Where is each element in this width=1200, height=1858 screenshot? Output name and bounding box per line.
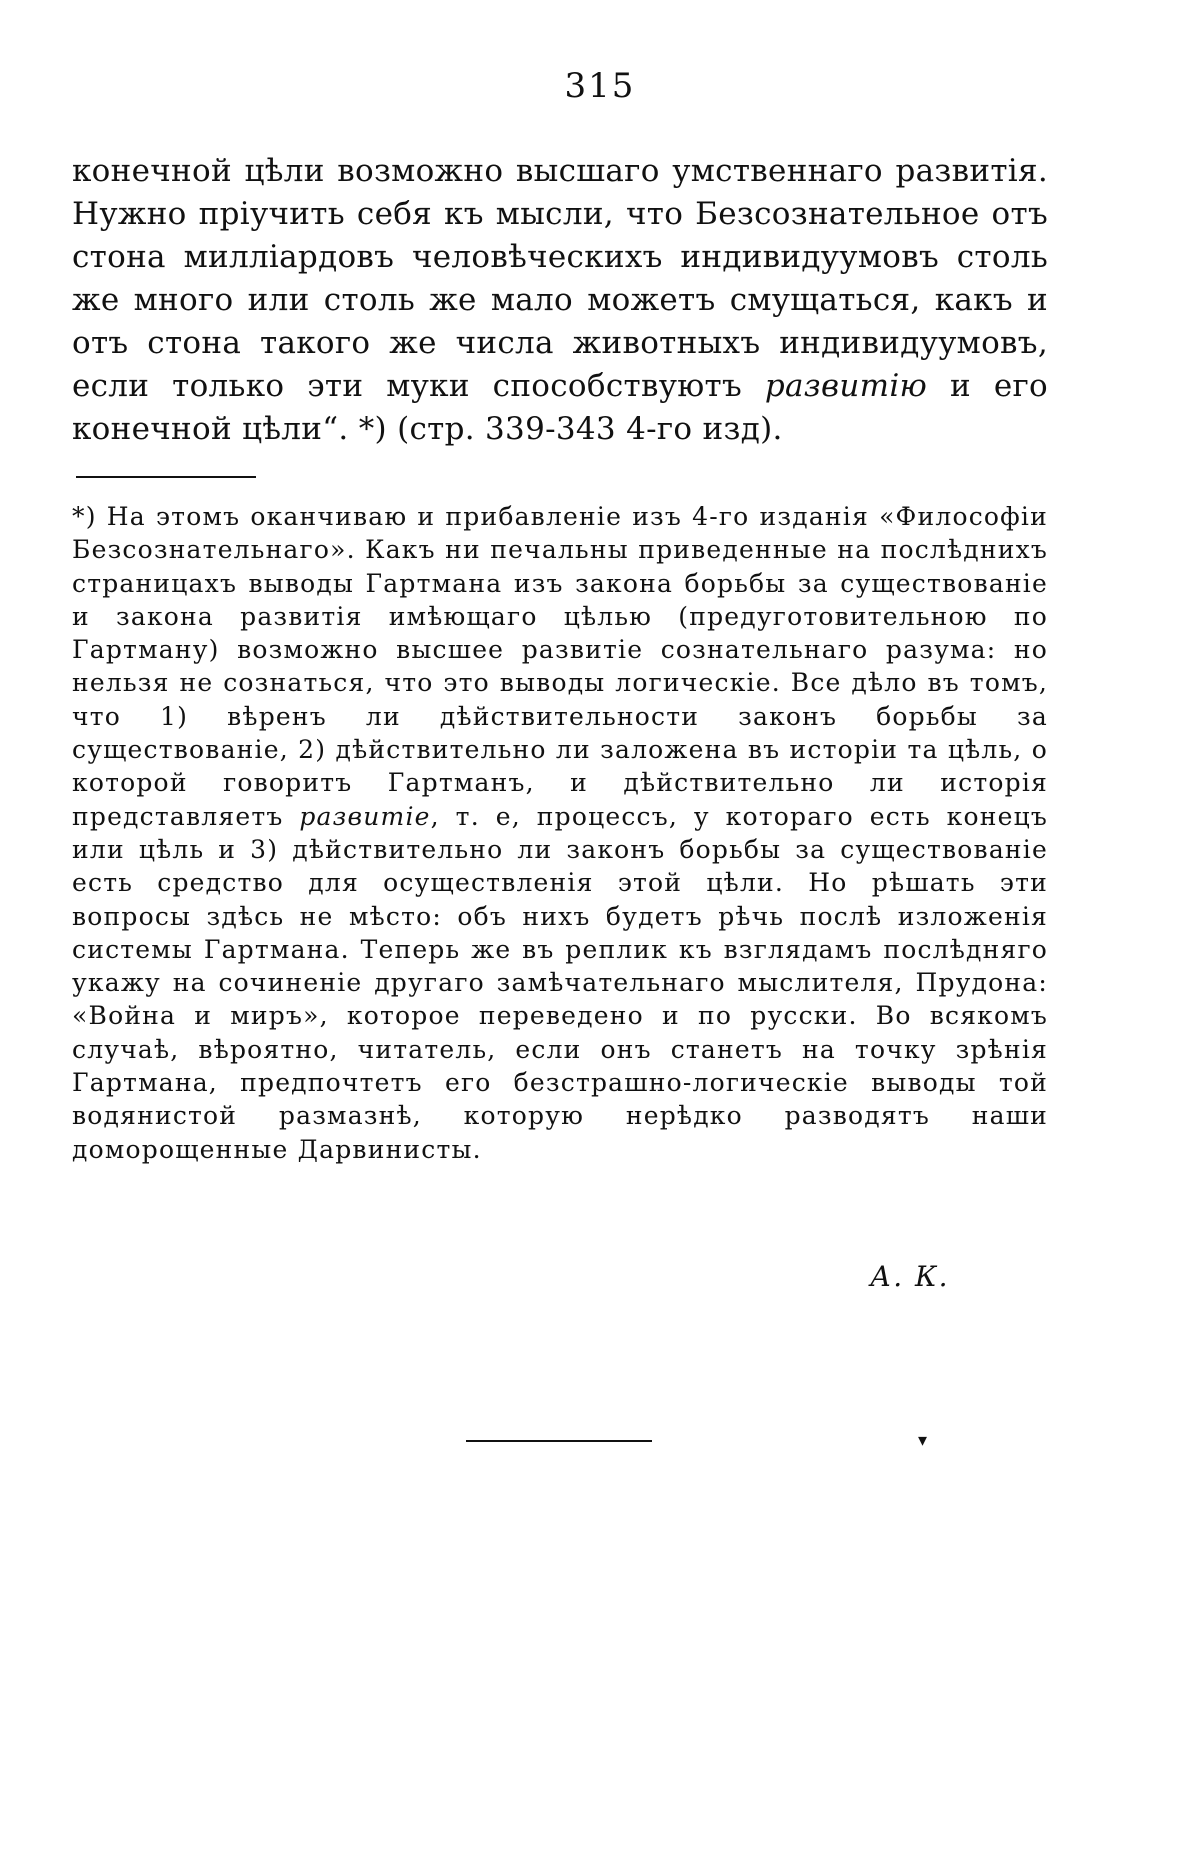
footnote-separator <box>76 476 256 478</box>
main-text-paragraph <box>72 150 1048 451</box>
footnote-paragraph <box>72 500 1048 1166</box>
footnote-part-1: *) На этомъ оканчиваю и прибавленіе изъ 4-го изданія «Философіи Безсознательнаго». Какъ ни печальны приведенные на послѣднихъ страницахъ выводы Гартмана изъ закона борьбы за существованіе и закона развитія имѣющаго цѣлью (предуготовительною по Гартману) возможно высшее развитіе сознательнаго разума: но нельзя не сознаться, что это выводы логическіе. Все дѣло въ томъ, что 1) вѣренъ ли дѣйствительности законъ борьбы за существованіе, 2) дѣйствительно ли заложена въ исторіи та цѣль, о которой говоритъ Гартманъ, и дѣйствительно ли исторія представляетъ <box>72 502 1048 831</box>
page-number: 315 <box>564 66 636 106</box>
main-text-part-1: конечной цѣли возможно высшаго умственнаго развитія. Нужно пріучить себя къ мысли, что Безсознательное отъ стона милліардовъ человѣческихъ индивидуумовъ столь же много или столь же мало можетъ смущаться, какъ и отъ стона такого же числа животныхъ индивидуумовъ, если только эти муки способствуютъ <box>72 153 1048 404</box>
footnote-part-2: , т. е, процессъ, у котораго есть конецъ или цѣль и 3) дѣйствительно ли законъ борьбы за существованіе есть средство для осуществленія этой цѣли. Но рѣшать эти вопросы здѣсь не мѣсто: объ нихъ будетъ рѣчь послѣ изложенія системы Гартмана. Теперь же въ реплик къ взглядамъ послѣдняго укажу на сочиненіе другаго замѣчательнаго мыслителя, Прудона: «Война и миръ», которое переведено и по русски. Во всякомъ случаѣ, вѣроятно, читатель, если онъ станетъ на точку зрѣнія Гартмана, предпочтетъ его безстрашно-логическіе выводы той водянистой размазнѣ, которую нерѣдко разводятъ наши доморощенные Дарвинисты. <box>72 801 1048 1164</box>
end-separator <box>466 1440 652 1442</box>
footnote-emphasis: развитіе <box>299 801 431 831</box>
main-text-part-2: и его конечной цѣли“. *) (стр. 339-343 4-го изд). <box>72 368 1048 447</box>
main-text-emphasis: развитію <box>764 368 928 404</box>
printer-mark: ▾ <box>918 1430 928 1451</box>
author-signature: А. К. <box>870 1260 950 1293</box>
